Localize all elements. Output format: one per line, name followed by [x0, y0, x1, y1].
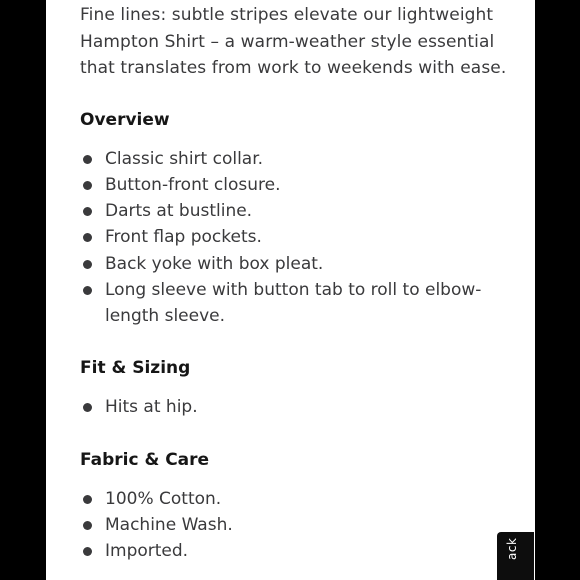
bullet-icon [83, 286, 92, 295]
list-item [80, 394, 520, 420]
list-item-text: 100% Cotton. [105, 488, 222, 509]
list-item-text: Long sleeve with button tab to roll to elbow-length sleeve. [105, 279, 482, 327]
list-item [80, 512, 520, 538]
list-item-text: Back yoke with box pleat. [105, 253, 324, 274]
list-item [80, 146, 520, 172]
product-details-panel [46, 0, 535, 580]
bullet-icon [83, 233, 92, 242]
list-item-text: Darts at bustline. [105, 201, 253, 222]
fabric-care-list [80, 486, 520, 565]
product-intro-text: Fine lines: subtle stripes elevate our lightweight Hampton Shirt – a warm-weather style essential that translates from work to weekends with ease. [80, 5, 507, 78]
list-item [80, 251, 520, 277]
bullet-icon [83, 403, 92, 412]
list-item [80, 172, 520, 198]
fabric-care-heading: Fabric & Care [80, 449, 210, 470]
bullet-icon [83, 155, 92, 164]
list-item-text: Button-front closure. [105, 174, 281, 195]
overview-heading: Overview [80, 109, 170, 130]
list-item-text: Hits at hip. [105, 396, 198, 417]
bullet-icon [83, 260, 92, 269]
list-item-text: Machine Wash. [105, 515, 233, 536]
bullet-icon [83, 495, 92, 504]
list-item [80, 198, 520, 224]
list-item [80, 538, 520, 564]
overview-list [80, 146, 520, 330]
list-item [80, 224, 520, 250]
fit-sizing-heading: Fit & Sizing [80, 357, 191, 378]
product-description [80, 2, 520, 565]
list-item [80, 486, 520, 512]
list-item-text: Classic shirt collar. [105, 148, 264, 169]
list-item-text: Front flap pockets. [105, 227, 262, 248]
bullet-icon [83, 547, 92, 556]
feedback-tab-label: ack [505, 537, 519, 560]
bullet-icon [83, 207, 92, 216]
list-item [80, 277, 520, 330]
feedback-tab[interactable] [497, 532, 534, 580]
fit-sizing-list [80, 394, 520, 420]
list-item-text: Imported. [105, 541, 189, 562]
bullet-icon [83, 181, 92, 190]
bullet-icon [83, 521, 92, 530]
